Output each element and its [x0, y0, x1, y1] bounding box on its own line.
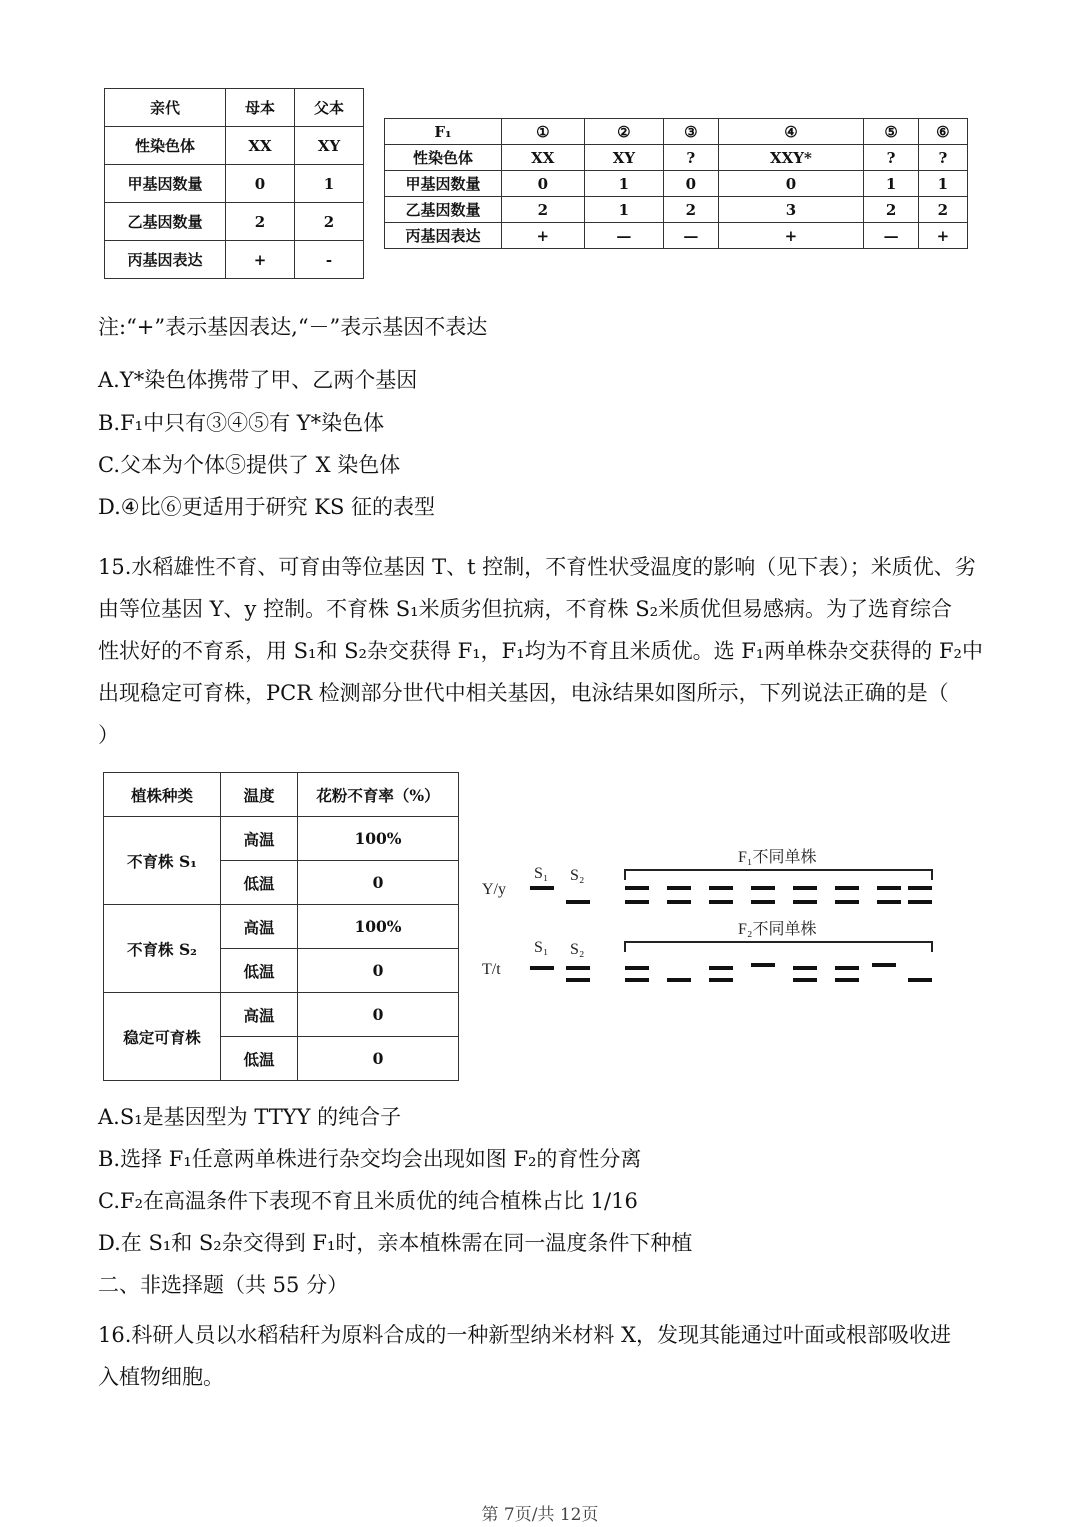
gel-group-bracket [625, 942, 932, 952]
option-d: D.④比⑥更适用于研究 KS 征的表型 [98, 495, 436, 519]
question-15-stem [98, 546, 998, 756]
table-cell: + [918, 223, 967, 249]
gel-group-bracket [625, 870, 932, 880]
page-footer: 第 7页/共 12页 [481, 1505, 599, 1525]
option-c: C.父本为个体⑤提供了 X 染色体 [98, 453, 401, 477]
gel-group-label: F₂不同单株 [738, 921, 817, 938]
table-cell: 高温 [221, 817, 298, 861]
table-cell: 2 [664, 197, 718, 223]
electrophoresis-diagram [470, 830, 950, 1000]
table-cell: 1 [584, 197, 663, 223]
table-header-cell: 亲代 [105, 89, 226, 127]
table-header-cell: ② [584, 119, 663, 145]
table-row [104, 817, 459, 861]
table-cell: 1 [864, 171, 918, 197]
gel-lane-label-s1: S₁ [534, 939, 549, 956]
table-cell: 丙基因表达 [385, 223, 502, 249]
table-cell: 高温 [221, 993, 298, 1037]
gel-band [530, 886, 554, 890]
option-b: B.F₁中只有③④⑤有 Y*染色体 [98, 411, 385, 435]
table-cell: XX [226, 127, 295, 165]
question-line: ） [98, 723, 119, 747]
option-a: A.Y*染色体携带了甲、乙两个基因 [98, 368, 418, 392]
option-c: C.F₂在高温条件下表现不育且米质优的纯合植株占比 1/16 [98, 1189, 638, 1213]
table-header-cell: ⑤ [864, 119, 918, 145]
question-line: 由等位基因 Y、y 控制。不育株 S₁米质劣但抗病，不育株 S₂米质优但易感病。为了选育综合 [98, 597, 953, 621]
table-cell: 1 [584, 171, 663, 197]
table-header-row [104, 773, 459, 817]
table-header-cell: 花粉不育率（%） [298, 773, 459, 817]
table-header-cell: ③ [664, 119, 718, 145]
table-cell: 0 [502, 171, 585, 197]
table-cell: 高温 [221, 905, 298, 949]
table-cell: 0 [298, 861, 459, 905]
question-line: 出现稳定可育株，PCR 检测部分世代中相关基因，电泳结果如图所示，下列说法正确的是（ [98, 681, 949, 705]
table-cell: 乙基因数量 [385, 197, 502, 223]
table-row [385, 197, 968, 223]
temperature-table [103, 772, 459, 1081]
table-cell: XXY* [718, 145, 864, 171]
table-cell: 100% [298, 817, 459, 861]
table-cell: XY [295, 127, 364, 165]
table-cell: - [295, 241, 364, 279]
table-row [105, 203, 364, 241]
table-cell: — [864, 223, 918, 249]
table-row [385, 171, 968, 197]
gel-f1-lanes [625, 886, 932, 904]
table-header-cell: 母本 [226, 89, 295, 127]
plant-type-cell: 不育株 S₂ [104, 905, 221, 993]
table-header-row [105, 89, 364, 127]
f1-table [384, 118, 968, 249]
table-cell: 1 [918, 171, 967, 197]
table-cell: + [718, 223, 864, 249]
table-cell: 0 [718, 171, 864, 197]
table-cell: 低温 [221, 1037, 298, 1081]
table-header-cell: ⑥ [918, 119, 967, 145]
gel-lane-label-s1: S₁ [534, 865, 549, 882]
table-cell: XX [502, 145, 585, 171]
table-cell: XY [584, 145, 663, 171]
gel-f2-lanes [625, 963, 932, 982]
table-row [104, 905, 459, 949]
table-row [105, 127, 364, 165]
table-note: 注:“+”表示基因表达,“－”表示基因不表达 [98, 315, 488, 339]
gel-lane-label-s2: S₂ [570, 867, 585, 884]
table-cell: 2 [226, 203, 295, 241]
table-cell: 2 [295, 203, 364, 241]
question-line: 入植物细胞。 [98, 1365, 224, 1389]
option-b: B.选择 F₁任意两单株进行杂交均会出现如图 F₂的育性分离 [98, 1147, 642, 1171]
gel-band [566, 966, 590, 970]
table-cell: 2 [864, 197, 918, 223]
question-line: 性状好的不育系，用 S₁和 S₂杂交获得 F₁，F₁均为不育且米质优。选 F₁两单株杂交获得的 F₂中 [98, 639, 983, 663]
table-cell: 0 [226, 165, 295, 203]
table-row [105, 165, 364, 203]
table-cell: 低温 [221, 949, 298, 993]
table-header-cell: 父本 [295, 89, 364, 127]
gel-lane-label-s2: S₂ [570, 941, 585, 958]
table-row [385, 223, 968, 249]
table-cell: 丙基因表达 [105, 241, 226, 279]
table-cell: 1 [295, 165, 364, 203]
parent-table [104, 88, 364, 279]
question-line: 16.科研人员以水稻秸秆为原料合成的一种新型纳米材料 X，发现其能通过叶面或根部吸收进 [98, 1323, 952, 1347]
table-cell: + [226, 241, 295, 279]
table-header-cell: ④ [718, 119, 864, 145]
gel-row-label: Y/y [482, 881, 506, 898]
table-cell: ? [864, 145, 918, 171]
section-heading: 二、非选择题（共 55 分） [98, 1273, 349, 1297]
question-16-stem [98, 1314, 998, 1398]
table-cell: 性染色体 [105, 127, 226, 165]
table-cell: 甲基因数量 [105, 165, 226, 203]
table-cell: — [664, 223, 718, 249]
question-line: 15.水稻雄性不育、可育由等位基因 T、t 控制，不育性状受温度的影响（见下表）；米质优、劣 [98, 555, 976, 579]
gel-group-label: F₁不同单株 [738, 849, 817, 866]
table-cell: ? [664, 145, 718, 171]
table-row [385, 145, 968, 171]
table-cell: — [584, 223, 663, 249]
gel-band [566, 900, 590, 904]
gel-row-label: T/t [482, 961, 501, 978]
plant-type-cell: 不育株 S₁ [104, 817, 221, 905]
table-cell: 0 [298, 1037, 459, 1081]
table-cell: 0 [298, 949, 459, 993]
option-a: A.S₁是基因型为 TTYY 的纯合子 [98, 1105, 402, 1129]
table-cell: 2 [502, 197, 585, 223]
table-cell: 3 [718, 197, 864, 223]
plant-type-cell: 稳定可育株 [104, 993, 221, 1081]
table-cell: 甲基因数量 [385, 171, 502, 197]
table-header-cell: 植株种类 [104, 773, 221, 817]
table-header-row [385, 119, 968, 145]
option-d: D.在 S₁和 S₂杂交得到 F₁时，亲本植株需在同一温度条件下种植 [98, 1231, 693, 1255]
table-row [105, 241, 364, 279]
table-cell: 0 [298, 993, 459, 1037]
table-header-cell: 温度 [221, 773, 298, 817]
table-header-cell: ① [502, 119, 585, 145]
table-cell: 乙基因数量 [105, 203, 226, 241]
table-cell: 低温 [221, 861, 298, 905]
table-cell: 100% [298, 905, 459, 949]
gel-band [530, 966, 554, 970]
table-cell: 2 [918, 197, 967, 223]
table-cell: 性染色体 [385, 145, 502, 171]
table-header-cell: F₁ [385, 119, 502, 145]
table-cell: 0 [664, 171, 718, 197]
table-row [104, 993, 459, 1037]
table-cell: + [502, 223, 585, 249]
table-cell: ? [918, 145, 967, 171]
gel-band [566, 978, 590, 982]
